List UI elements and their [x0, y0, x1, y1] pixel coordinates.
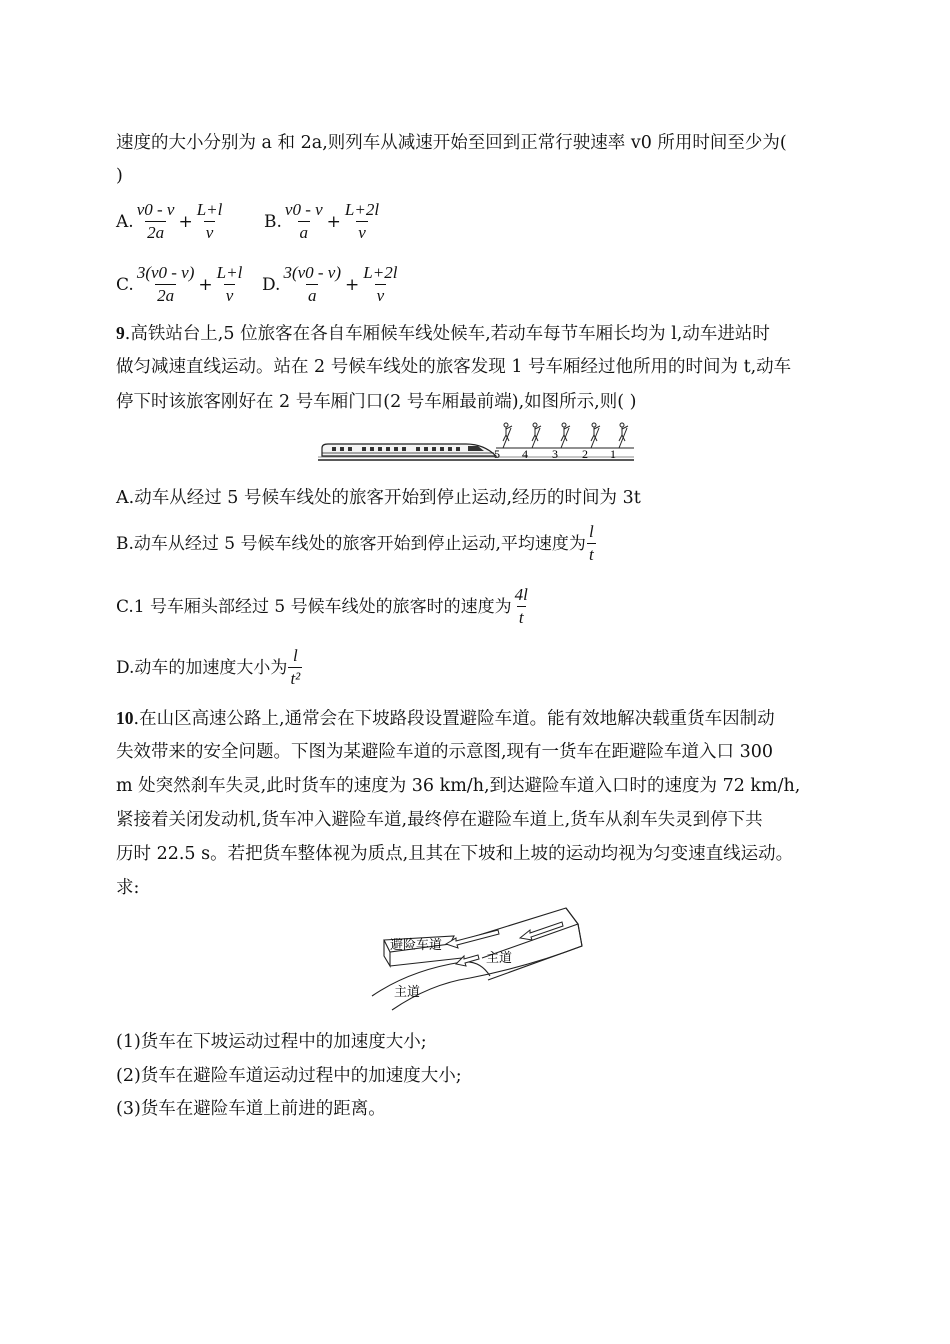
frac-denominator: 2a	[147, 223, 165, 242]
frac-numerator: 3(v0 - v)	[136, 263, 195, 282]
frac-denominator: v	[358, 223, 366, 242]
frac-denominator: a	[299, 223, 309, 242]
frac-denominator: v	[376, 286, 385, 305]
frac-numerator: 3(v0 - v)	[283, 263, 342, 282]
q10-number: 10	[116, 708, 134, 728]
q10-line3: m 处突然刹车失灵,此时货车的速度为 36 km/h,到达避险车道入口时的速度为 72 km/h,	[116, 776, 801, 796]
escape-lane-label: 避险车道	[390, 937, 443, 952]
passenger-icon	[619, 423, 628, 448]
frac-denominator: t	[588, 545, 594, 564]
q9-line2: 做匀减速直线运动。站在 2 号候车线处的旅客发现 1 号车厢经过他所用的时间为 t,动车	[116, 357, 792, 377]
lower-road-edge-1	[372, 962, 490, 996]
plus-sign: +	[326, 211, 341, 232]
q10-line4: 紧接着关闭发动机,货车冲入避险车道,最终停在避险车道上,货车从刹车失灵到停下共	[116, 810, 763, 830]
main-road-label-lower: 主道	[394, 984, 421, 999]
q10-sub1: (1)货车在下坡运动过程中的加速度大小;	[116, 1032, 427, 1052]
q9-option-c-text: C.1 号车厢头部经过 5 号候车线处的旅客时的速度为	[116, 596, 512, 617]
q8-option-c-frac2	[215, 262, 245, 307]
q8-option-a	[116, 199, 225, 244]
arrow-icon	[446, 930, 499, 948]
q9-line1	[116, 321, 770, 346]
q10-line1	[116, 706, 775, 731]
frac-numerator: L+2l	[344, 200, 380, 219]
frac-numerator: 4l	[514, 585, 528, 604]
q9-number: 9	[116, 323, 125, 343]
position-label-2: 2	[582, 447, 588, 461]
q10-line6: 求:	[116, 878, 140, 898]
position-label-3: 3	[552, 447, 558, 461]
position-label-4: 4	[522, 447, 528, 461]
frac-numerator: L+l	[216, 263, 243, 282]
frac-denominator: 2a	[157, 286, 175, 305]
main-road-label-upper: 主道	[486, 950, 513, 965]
q9-option-d-text: D.动车的加速度大小为	[116, 657, 288, 678]
q8-option-d-frac1	[281, 262, 343, 307]
frac-denominator: t²	[290, 669, 301, 688]
q9-line3: 停下时该旅客刚好在 2 号车厢门口(2 号车厢最前端),如图所示,则( )	[116, 392, 637, 412]
q10-line5: 历时 22.5 s。若把货车整体视为质点,且其在下坡和上坡的运动均视为匀变速直线运动。	[116, 844, 794, 864]
frac-numerator: L+l	[196, 200, 223, 219]
passenger-icon	[561, 423, 570, 448]
q8-option-c-label: C.	[116, 274, 134, 295]
frac-denominator: v	[225, 286, 234, 305]
q9-option-b	[116, 521, 597, 566]
passenger-icon	[503, 423, 512, 448]
frac-denominator: a	[307, 286, 317, 305]
q8-option-a-label: A.	[116, 211, 134, 232]
frac-numerator: l	[292, 646, 298, 665]
frac-numerator: l	[588, 522, 594, 541]
q8-option-a-frac1	[135, 199, 177, 244]
frac-denominator: v	[205, 223, 214, 242]
q9-line1-text: .高铁站台上,5 位旅客在各自车厢候车线处候车,若动车每节车厢长均为 l,动车进站时	[124, 324, 770, 344]
q8-option-a-frac2	[195, 199, 225, 244]
q8-stem-line2: )	[116, 166, 123, 186]
q9-option-d-frac	[288, 645, 302, 690]
q9-option-b-text: B.动车从经过 5 号候车线处的旅客开始到停止运动,平均速度为	[116, 533, 586, 554]
q8-option-d	[262, 262, 400, 307]
frac-numerator: L+2l	[363, 263, 398, 282]
passenger-icon	[591, 423, 600, 448]
arrow-icon	[456, 955, 479, 966]
train-platform-figure	[318, 420, 634, 464]
q10-line2: 失效带来的安全问题。下图为某避险车道的示意图,现有一货车在距避险车道入口 300	[116, 742, 774, 762]
q9-option-c	[116, 584, 531, 629]
q9-option-a: A.动车从经过 5 号候车线处的旅客开始到停止运动,经历的时间为 3t	[116, 488, 641, 508]
frac-numerator: v0 - v	[284, 200, 323, 219]
main-road-corner	[578, 924, 582, 946]
q8-option-d-label: D.	[262, 274, 281, 295]
q10-line1-text: .在山区高速公路上,通常会在下坡路段设置避险车道。能有效地解决载重货车因制动	[133, 709, 775, 729]
plus-sign: +	[178, 211, 193, 232]
q8-stem-line1: 速度的大小分别为 a 和 2a,则列车从减速开始至回到正常行驶速率 v0 所用时间至少为(	[116, 133, 787, 153]
q8-option-b-label: B.	[264, 211, 282, 232]
position-label-1: 1	[610, 447, 616, 461]
plus-sign: +	[198, 274, 213, 295]
position-label-5: 5	[494, 447, 500, 461]
q8-option-d-frac2	[361, 262, 399, 307]
q10-sub2: (2)货车在避险车道运动过程中的加速度大小;	[116, 1066, 462, 1086]
frac-denominator: t	[518, 608, 524, 627]
q9-option-c-frac	[513, 584, 530, 629]
escape-lane-bottom	[390, 958, 462, 966]
passengers	[503, 423, 628, 448]
q8-option-b-frac2	[343, 199, 381, 244]
escape-lane-figure	[370, 900, 592, 1012]
q8-option-b	[264, 199, 382, 244]
q9-option-b-frac	[587, 521, 596, 566]
q8-option-c-frac1	[135, 262, 197, 307]
q8-option-c	[116, 262, 245, 307]
plus-sign: +	[345, 274, 360, 295]
frac-numerator: v0 - v	[136, 200, 175, 219]
q10-sub3: (3)货车在避险车道上前进的距离。	[116, 1099, 386, 1119]
q8-option-b-frac1	[283, 199, 325, 244]
passenger-icon	[532, 423, 541, 448]
main-road-top-edge	[450, 908, 578, 958]
main-road-side	[488, 908, 582, 980]
q9-option-d	[116, 645, 303, 690]
